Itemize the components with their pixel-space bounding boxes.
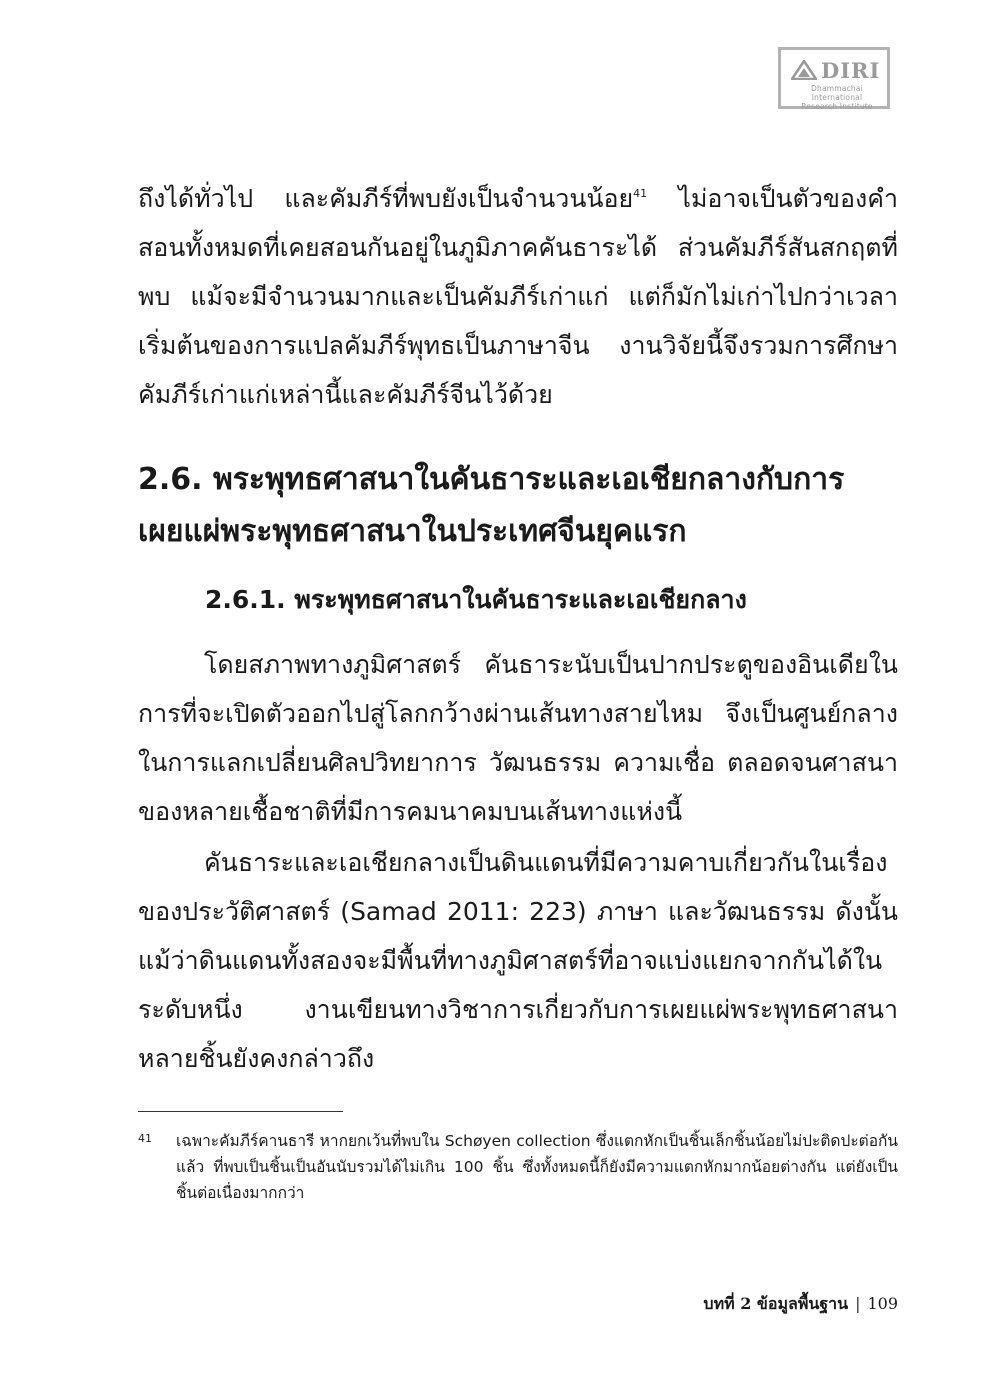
logo-sub-line1: Dhammachai International — [811, 84, 863, 102]
paragraph-2: โดยสภาพทางภูมิศาสตร์ คันธาระนับเป็นปากประตูของอินเดียในการที่จะเปิดตัวออกไปสู่โลกกว้างผ่านเส้นทางสายไหม จึงเป็นศูนย์กลางในการแลกเปลี่ยนศิลปวิทยาการ วัฒนธรรม ความเชื่อ ตลอดจนศาสนาของหลายเชื้อชาติที่มีการคมนาคมบนเส้นทางแห่งนี้ — [138, 650, 898, 826]
triangle-logo-icon — [791, 60, 817, 80]
section-heading: 2.6. พระพุทธศาสนาในคันธาระและเอเชียกลางกับการเผยแผ่พระพุทธศาสนาในประเทศจีนยุคแรก — [138, 462, 845, 549]
paragraph-3: คันธาระและเอเชียกลางเป็นดินแดนที่มีความคาบเกี่ยวกันในเรื่องของประวัติศาสตร์ (Samad 2011: 223) ภาษา และวัฒนธรรม ดังนั้น แม้ว่าดินแดนทั้งสองจะมีพื้นที่ทางภูมิศาสตร์ที่อาจแบ่งแยกจากกันได้ในระดับหนึ่ง งานเขียนทางวิชาการเกี่ยวกับการเผยแผ่พระพุทธศาสนาหลายชิ้นยังคงกล่าวถึง — [138, 848, 898, 1073]
page-footer — [703, 1292, 898, 1317]
page-number: 109 — [867, 1294, 898, 1313]
chapter-title: บทที่ 2 ข้อมูลพื้นฐาน — [703, 1294, 849, 1313]
logo-subtitle — [791, 84, 883, 111]
logo-word: DIRI — [821, 58, 881, 83]
diri-logo — [778, 47, 890, 109]
footer-separator: | — [855, 1294, 861, 1313]
footnote-number: 41 — [138, 1132, 152, 1145]
footnote-text: เฉพาะคัมภีร์คานธารี หากยกเว้นที่พบใน Schøyen collection ซึ่งแตกหักเป็นชิ้นเล็กชิ้นน้อยไม่ปะติดปะต่อกันแล้ว ที่พบเป็นชิ้นเป็นอันนับรวมได้ไม่เกิน 100 ชิ้น ซึ่งทั้งหมดนี้ก็ยังมีความแตกหักมากน้อยต่างกัน แต่ยังเป็นชิ้นต่อเนื่องมากกว่า — [176, 1132, 898, 1202]
footnote — [138, 1128, 898, 1206]
paragraph-1 — [138, 174, 898, 419]
logo-sub-line2: Research Institute — [801, 102, 873, 111]
footnote-divider — [138, 1111, 343, 1112]
paragraph-1-text-a: ถึงได้ทั่วไป และคัมภีร์ที่พบยังเป็นจำนวนน้อย — [138, 184, 634, 213]
subsection-heading: 2.6.1. พระพุทธศาสนาในคันธาระและเอเชียกลาง — [205, 585, 747, 614]
footnote-ref[interactable]: 41 — [633, 187, 648, 200]
paragraph-1-text-b: ไม่อาจเป็นตัวของคำสอนทั้งหมดที่เคยสอนกันอยู่ในภูมิภาคคันธาระได้ ส่วนคัมภีร์สันสกฤตที่พบ แม้จะมีจำนวนมากและเป็นคัมภีร์เก่าแก่ แต่ก็มักไม่เก่าไปกว่าเวลาเริ่มต้นของการแปลคัมภีร์พุทธเป็นภาษาจีน งานวิจัยนี้จึงรวมการศึกษาคัมภีร์เก่าแก่เหล่านี้และคัมภีร์จีนไว้ด้วย — [138, 184, 898, 409]
